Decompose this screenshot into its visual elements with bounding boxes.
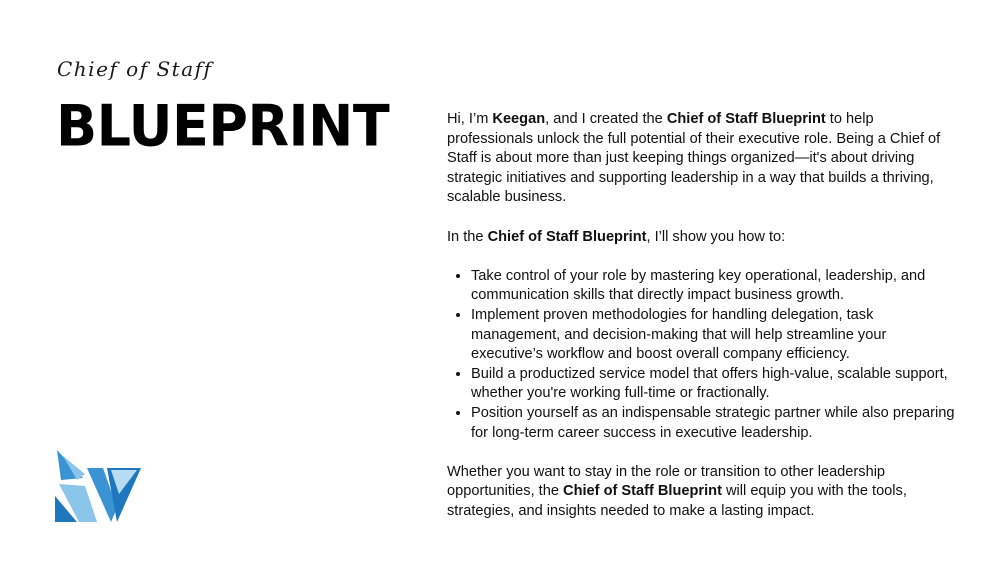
benefits-list [447,267,957,443]
page-title: BLUEPRINT [56,92,390,160]
list-item: • Take control of your role by mastering key operational, leadership, and communication skills that directly impact business growth. [471,267,957,306]
lead-paragraph: In the Chief of Staff Blueprint, I’ll show you how to: [447,228,786,245]
page-subtitle: Chief of Staff [57,57,213,81]
list-item: • Position yourself as an indispensable strategic partner while also preparing for long-term career success in executive leadership. [471,404,957,443]
intro-paragraph: Hi, I’m Keegan, and I created the Chief of Staff Blueprint to help professionals unlock the full potential of their executive role. Being a Chief of Staff is about more than just keeping things organized—it's about driving strategic initiatives and supporting leadership in a way that builds a thriving, scalable business. [447,111,941,206]
kv-logo-icon [55,450,141,522]
closing-paragraph: Whether you want to stay in the role or transition to other leadership opportunities, the Chief of Staff Blueprint will equip you with the tools, strategies, and insights needed to make a lasting impact. [447,463,907,519]
list-item: • Implement proven methodologies for handling delegation, task management, and decision-making that will help streamline your executive’s workflow and boost overall company efficiency. [471,306,957,365]
list-item: • Build a productized service model that offers high-value, scalable support, whether you're working full-time or fractionally. [471,365,957,404]
intro-text-block [447,110,957,521]
